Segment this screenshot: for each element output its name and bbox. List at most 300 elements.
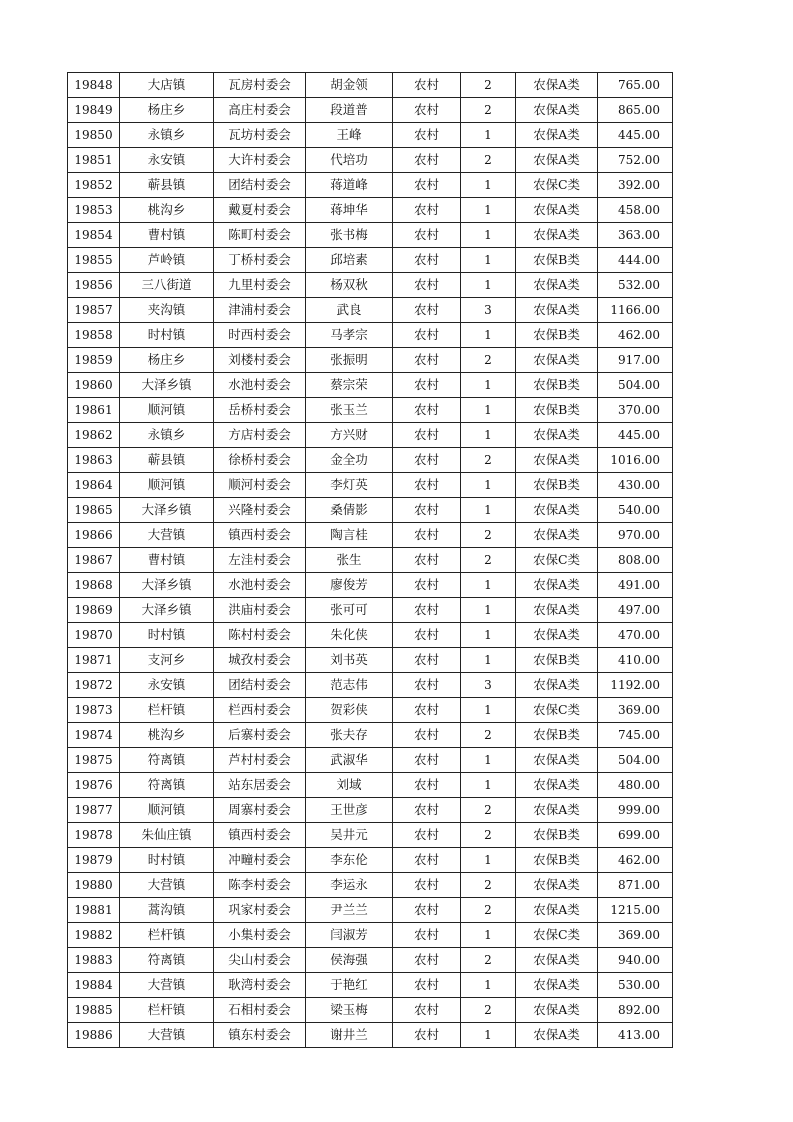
area-type-cell: 农村: [393, 723, 461, 748]
town-cell: 大营镇: [120, 523, 214, 548]
name-cell: 梁玉梅: [306, 998, 393, 1023]
name-cell: 闫淑芳: [306, 923, 393, 948]
amount-cell: 369.00: [598, 923, 673, 948]
household-count-cell: 1: [461, 173, 516, 198]
name-cell: 张玉兰: [306, 398, 393, 423]
table-row: [68, 623, 673, 648]
town-cell: 夹沟镇: [120, 298, 214, 323]
village-committee-cell: 顺河村委会: [214, 473, 306, 498]
household-count-cell: 2: [461, 723, 516, 748]
table-row: [68, 348, 673, 373]
insurance-category-cell: 农保A类: [516, 573, 598, 598]
town-cell: 永安镇: [120, 673, 214, 698]
area-type-cell: 农村: [393, 973, 461, 998]
record-id-cell: 19874: [68, 723, 120, 748]
table-row: [68, 948, 673, 973]
record-id-cell: 19880: [68, 873, 120, 898]
name-cell: 武良: [306, 298, 393, 323]
amount-cell: 445.00: [598, 123, 673, 148]
household-count-cell: 2: [461, 148, 516, 173]
record-id-cell: 19885: [68, 998, 120, 1023]
village-committee-cell: 巩家村委会: [214, 898, 306, 923]
area-type-cell: 农村: [393, 198, 461, 223]
area-type-cell: 农村: [393, 1023, 461, 1048]
table-row: [68, 848, 673, 873]
amount-cell: 699.00: [598, 823, 673, 848]
table-row: [68, 573, 673, 598]
table-row: [68, 473, 673, 498]
name-cell: 李东伦: [306, 848, 393, 873]
name-cell: 代培功: [306, 148, 393, 173]
village-committee-cell: 陈李村委会: [214, 873, 306, 898]
town-cell: 大营镇: [120, 973, 214, 998]
household-count-cell: 1: [461, 623, 516, 648]
household-count-cell: 1: [461, 248, 516, 273]
name-cell: 李运永: [306, 873, 393, 898]
area-type-cell: 农村: [393, 173, 461, 198]
record-id-cell: 19864: [68, 473, 120, 498]
table-row: [68, 898, 673, 923]
household-count-cell: 2: [461, 98, 516, 123]
town-cell: 时村镇: [120, 323, 214, 348]
town-cell: 蒿沟镇: [120, 898, 214, 923]
insurance-category-cell: 农保B类: [516, 323, 598, 348]
village-committee-cell: 周寨村委会: [214, 798, 306, 823]
name-cell: 方兴财: [306, 423, 393, 448]
name-cell: 朱化侠: [306, 623, 393, 648]
household-count-cell: 2: [461, 548, 516, 573]
name-cell: 于艳红: [306, 973, 393, 998]
household-count-cell: 1: [461, 698, 516, 723]
area-type-cell: 农村: [393, 648, 461, 673]
village-committee-cell: 九里村委会: [214, 273, 306, 298]
village-committee-cell: 方店村委会: [214, 423, 306, 448]
town-cell: 大营镇: [120, 873, 214, 898]
insurance-category-cell: 农保A类: [516, 198, 598, 223]
name-cell: 胡金领: [306, 73, 393, 98]
insurance-category-cell: 农保A类: [516, 98, 598, 123]
table-row: [68, 298, 673, 323]
village-committee-cell: 芦村村委会: [214, 748, 306, 773]
amount-cell: 491.00: [598, 573, 673, 598]
table-row: [68, 598, 673, 623]
name-cell: 蒋坤华: [306, 198, 393, 223]
insurance-category-cell: 农保C类: [516, 548, 598, 573]
amount-cell: 940.00: [598, 948, 673, 973]
household-count-cell: 2: [461, 523, 516, 548]
insurance-category-cell: 农保A类: [516, 998, 598, 1023]
insurance-category-cell: 农保A类: [516, 73, 598, 98]
area-type-cell: 农村: [393, 848, 461, 873]
area-type-cell: 农村: [393, 798, 461, 823]
household-count-cell: 2: [461, 73, 516, 98]
amount-cell: 1192.00: [598, 673, 673, 698]
table-row: [68, 73, 673, 98]
town-cell: 曹村镇: [120, 223, 214, 248]
record-id-cell: 19861: [68, 398, 120, 423]
area-type-cell: 农村: [393, 373, 461, 398]
data-table: [67, 72, 673, 1048]
amount-cell: 363.00: [598, 223, 673, 248]
area-type-cell: 农村: [393, 573, 461, 598]
town-cell: 大泽乡镇: [120, 573, 214, 598]
area-type-cell: 农村: [393, 123, 461, 148]
record-id-cell: 19865: [68, 498, 120, 523]
record-id-cell: 19881: [68, 898, 120, 923]
record-id-cell: 19877: [68, 798, 120, 823]
record-id-cell: 19872: [68, 673, 120, 698]
table-row: [68, 823, 673, 848]
town-cell: 曹村镇: [120, 548, 214, 573]
village-committee-cell: 栏西村委会: [214, 698, 306, 723]
table-row: [68, 98, 673, 123]
name-cell: 王世彦: [306, 798, 393, 823]
village-committee-cell: 镇东村委会: [214, 1023, 306, 1048]
table-row: [68, 523, 673, 548]
insurance-category-cell: 农保B类: [516, 473, 598, 498]
record-id-cell: 19883: [68, 948, 120, 973]
area-type-cell: 农村: [393, 873, 461, 898]
name-cell: 陶言桂: [306, 523, 393, 548]
area-type-cell: 农村: [393, 548, 461, 573]
amount-cell: 470.00: [598, 623, 673, 648]
town-cell: 栏杆镇: [120, 698, 214, 723]
town-cell: 支河乡: [120, 648, 214, 673]
table-row: [68, 323, 673, 348]
town-cell: 朱仙庄镇: [120, 823, 214, 848]
village-committee-cell: 镇西村委会: [214, 523, 306, 548]
town-cell: 顺河镇: [120, 798, 214, 823]
village-committee-cell: 小集村委会: [214, 923, 306, 948]
village-committee-cell: 城孜村委会: [214, 648, 306, 673]
village-committee-cell: 高庄村委会: [214, 98, 306, 123]
amount-cell: 808.00: [598, 548, 673, 573]
record-id-cell: 19863: [68, 448, 120, 473]
name-cell: 廖俊芳: [306, 573, 393, 598]
table-row: [68, 798, 673, 823]
name-cell: 李灯英: [306, 473, 393, 498]
area-type-cell: 农村: [393, 698, 461, 723]
insurance-category-cell: 农保A类: [516, 748, 598, 773]
area-type-cell: 农村: [393, 473, 461, 498]
insurance-category-cell: 农保A类: [516, 873, 598, 898]
town-cell: 大营镇: [120, 1023, 214, 1048]
area-type-cell: 农村: [393, 923, 461, 948]
insurance-category-cell: 农保C类: [516, 698, 598, 723]
household-count-cell: 2: [461, 998, 516, 1023]
town-cell: 时村镇: [120, 623, 214, 648]
amount-cell: 765.00: [598, 73, 673, 98]
name-cell: 侯海强: [306, 948, 393, 973]
village-committee-cell: 兴隆村委会: [214, 498, 306, 523]
town-cell: 栏杆镇: [120, 998, 214, 1023]
town-cell: 蕲县镇: [120, 448, 214, 473]
record-id-cell: 19868: [68, 573, 120, 598]
household-count-cell: 1: [461, 323, 516, 348]
name-cell: 马孝宗: [306, 323, 393, 348]
insurance-category-cell: 农保A类: [516, 948, 598, 973]
household-count-cell: 1: [461, 1023, 516, 1048]
town-cell: 栏杆镇: [120, 923, 214, 948]
record-id-cell: 19856: [68, 273, 120, 298]
table-row: [68, 198, 673, 223]
town-cell: 桃沟乡: [120, 723, 214, 748]
record-id-cell: 19878: [68, 823, 120, 848]
amount-cell: 745.00: [598, 723, 673, 748]
area-type-cell: 农村: [393, 148, 461, 173]
amount-cell: 430.00: [598, 473, 673, 498]
town-cell: 时村镇: [120, 848, 214, 873]
village-committee-cell: 刘楼村委会: [214, 348, 306, 373]
record-id-cell: 19867: [68, 548, 120, 573]
table-row: [68, 748, 673, 773]
area-type-cell: 农村: [393, 673, 461, 698]
household-count-cell: 1: [461, 398, 516, 423]
insurance-category-cell: 农保B类: [516, 373, 598, 398]
town-cell: 永镇乡: [120, 423, 214, 448]
name-cell: 段道普: [306, 98, 393, 123]
amount-cell: 1215.00: [598, 898, 673, 923]
insurance-category-cell: 农保A类: [516, 448, 598, 473]
village-committee-cell: 陈村村委会: [214, 623, 306, 648]
amount-cell: 1016.00: [598, 448, 673, 473]
household-count-cell: 3: [461, 673, 516, 698]
town-cell: 大泽乡镇: [120, 598, 214, 623]
name-cell: 张夫存: [306, 723, 393, 748]
village-committee-cell: 水池村委会: [214, 373, 306, 398]
amount-cell: 370.00: [598, 398, 673, 423]
town-cell: 大泽乡镇: [120, 373, 214, 398]
area-type-cell: 农村: [393, 398, 461, 423]
insurance-category-cell: 农保C类: [516, 923, 598, 948]
name-cell: 尹兰兰: [306, 898, 393, 923]
household-count-cell: 1: [461, 273, 516, 298]
amount-cell: 504.00: [598, 373, 673, 398]
insurance-category-cell: 农保B类: [516, 248, 598, 273]
amount-cell: 445.00: [598, 423, 673, 448]
area-type-cell: 农村: [393, 98, 461, 123]
insurance-category-cell: 农保A类: [516, 223, 598, 248]
record-id-cell: 19853: [68, 198, 120, 223]
town-cell: 杨庄乡: [120, 98, 214, 123]
name-cell: 范志伟: [306, 673, 393, 698]
insurance-category-cell: 农保A类: [516, 148, 598, 173]
village-committee-cell: 徐桥村委会: [214, 448, 306, 473]
amount-cell: 369.00: [598, 698, 673, 723]
village-committee-cell: 站东居委会: [214, 773, 306, 798]
household-count-cell: 1: [461, 773, 516, 798]
village-committee-cell: 瓦房村委会: [214, 73, 306, 98]
name-cell: 蔡宗荣: [306, 373, 393, 398]
table-row: [68, 998, 673, 1023]
town-cell: 大店镇: [120, 73, 214, 98]
amount-cell: 497.00: [598, 598, 673, 623]
amount-cell: 480.00: [598, 773, 673, 798]
town-cell: 大泽乡镇: [120, 498, 214, 523]
insurance-category-cell: 农保B类: [516, 848, 598, 873]
area-type-cell: 农村: [393, 273, 461, 298]
insurance-category-cell: 农保A类: [516, 798, 598, 823]
village-committee-cell: 尖山村委会: [214, 948, 306, 973]
name-cell: 邱培素: [306, 248, 393, 273]
town-cell: 符离镇: [120, 748, 214, 773]
village-committee-cell: 瓦坊村委会: [214, 123, 306, 148]
insurance-category-cell: 农保C类: [516, 173, 598, 198]
village-committee-cell: 大许村委会: [214, 148, 306, 173]
town-cell: 桃沟乡: [120, 198, 214, 223]
record-id-cell: 19873: [68, 698, 120, 723]
table-row: [68, 923, 673, 948]
area-type-cell: 农村: [393, 998, 461, 1023]
area-type-cell: 农村: [393, 448, 461, 473]
household-count-cell: 2: [461, 948, 516, 973]
village-committee-cell: 戴夏村委会: [214, 198, 306, 223]
household-count-cell: 1: [461, 573, 516, 598]
village-committee-cell: 陈町村委会: [214, 223, 306, 248]
household-count-cell: 3: [461, 298, 516, 323]
amount-cell: 871.00: [598, 873, 673, 898]
area-type-cell: 农村: [393, 598, 461, 623]
area-type-cell: 农村: [393, 223, 461, 248]
amount-cell: 462.00: [598, 323, 673, 348]
record-id-cell: 19862: [68, 423, 120, 448]
household-count-cell: 1: [461, 598, 516, 623]
table-row: [68, 173, 673, 198]
table-row: [68, 648, 673, 673]
amount-cell: 999.00: [598, 798, 673, 823]
household-count-cell: 1: [461, 373, 516, 398]
table-row: [68, 448, 673, 473]
table-row: [68, 548, 673, 573]
table-row: [68, 673, 673, 698]
name-cell: 张书梅: [306, 223, 393, 248]
insurance-category-cell: 农保A类: [516, 348, 598, 373]
town-cell: 符离镇: [120, 773, 214, 798]
table-row: [68, 973, 673, 998]
area-type-cell: 农村: [393, 623, 461, 648]
record-id-cell: 19860: [68, 373, 120, 398]
record-id-cell: 19866: [68, 523, 120, 548]
household-count-cell: 2: [461, 348, 516, 373]
table-row: [68, 723, 673, 748]
amount-cell: 1166.00: [598, 298, 673, 323]
record-id-cell: 19851: [68, 148, 120, 173]
amount-cell: 865.00: [598, 98, 673, 123]
village-committee-cell: 镇西村委会: [214, 823, 306, 848]
town-cell: 三八街道: [120, 273, 214, 298]
insurance-category-cell: 农保B类: [516, 398, 598, 423]
amount-cell: 410.00: [598, 648, 673, 673]
area-type-cell: 农村: [393, 498, 461, 523]
area-type-cell: 农村: [393, 823, 461, 848]
record-id-cell: 19869: [68, 598, 120, 623]
household-count-cell: 1: [461, 123, 516, 148]
town-cell: 芦岭镇: [120, 248, 214, 273]
amount-cell: 462.00: [598, 848, 673, 873]
village-committee-cell: 团结村委会: [214, 673, 306, 698]
amount-cell: 504.00: [598, 748, 673, 773]
village-committee-cell: 津浦村委会: [214, 298, 306, 323]
name-cell: 张可可: [306, 598, 393, 623]
area-type-cell: 农村: [393, 523, 461, 548]
area-type-cell: 农村: [393, 73, 461, 98]
town-cell: 顺河镇: [120, 398, 214, 423]
household-count-cell: 1: [461, 223, 516, 248]
name-cell: 蒋道峰: [306, 173, 393, 198]
amount-cell: 413.00: [598, 1023, 673, 1048]
table-row: [68, 1023, 673, 1048]
name-cell: 桑倩影: [306, 498, 393, 523]
area-type-cell: 农村: [393, 298, 461, 323]
record-id-cell: 19858: [68, 323, 120, 348]
insurance-category-cell: 农保A类: [516, 123, 598, 148]
record-id-cell: 19849: [68, 98, 120, 123]
town-cell: 符离镇: [120, 948, 214, 973]
insurance-category-cell: 农保A类: [516, 898, 598, 923]
town-cell: 永镇乡: [120, 123, 214, 148]
insurance-category-cell: 农保A类: [516, 423, 598, 448]
area-type-cell: 农村: [393, 248, 461, 273]
village-committee-cell: 岳桥村委会: [214, 398, 306, 423]
household-count-cell: 1: [461, 848, 516, 873]
name-cell: 刘域: [306, 773, 393, 798]
village-committee-cell: 时西村委会: [214, 323, 306, 348]
amount-cell: 917.00: [598, 348, 673, 373]
record-id-cell: 19850: [68, 123, 120, 148]
insurance-category-cell: 农保A类: [516, 1023, 598, 1048]
household-count-cell: 1: [461, 973, 516, 998]
household-count-cell: 1: [461, 198, 516, 223]
household-count-cell: 1: [461, 423, 516, 448]
name-cell: 杨双秋: [306, 273, 393, 298]
town-cell: 杨庄乡: [120, 348, 214, 373]
record-id-cell: 19855: [68, 248, 120, 273]
name-cell: 金全功: [306, 448, 393, 473]
name-cell: 张振明: [306, 348, 393, 373]
table-row: [68, 498, 673, 523]
amount-cell: 458.00: [598, 198, 673, 223]
name-cell: 张生: [306, 548, 393, 573]
insurance-category-cell: 农保A类: [516, 673, 598, 698]
amount-cell: 532.00: [598, 273, 673, 298]
town-cell: 顺河镇: [120, 473, 214, 498]
insurance-category-cell: 农保A类: [516, 298, 598, 323]
record-id-cell: 19870: [68, 623, 120, 648]
name-cell: 刘书英: [306, 648, 393, 673]
household-count-cell: 2: [461, 823, 516, 848]
record-id-cell: 19859: [68, 348, 120, 373]
table-row: [68, 773, 673, 798]
amount-cell: 540.00: [598, 498, 673, 523]
amount-cell: 444.00: [598, 248, 673, 273]
household-count-cell: 2: [461, 873, 516, 898]
area-type-cell: 农村: [393, 423, 461, 448]
insurance-category-cell: 农保A类: [516, 498, 598, 523]
insurance-category-cell: 农保A类: [516, 623, 598, 648]
amount-cell: 752.00: [598, 148, 673, 173]
record-id-cell: 19852: [68, 173, 120, 198]
name-cell: 谢井兰: [306, 1023, 393, 1048]
household-count-cell: 2: [461, 448, 516, 473]
town-cell: 蕲县镇: [120, 173, 214, 198]
household-count-cell: 1: [461, 498, 516, 523]
area-type-cell: 农村: [393, 948, 461, 973]
insurance-category-cell: 农保B类: [516, 648, 598, 673]
record-id-cell: 19871: [68, 648, 120, 673]
table-row: [68, 248, 673, 273]
village-committee-cell: 耿湾村委会: [214, 973, 306, 998]
record-id-cell: 19848: [68, 73, 120, 98]
